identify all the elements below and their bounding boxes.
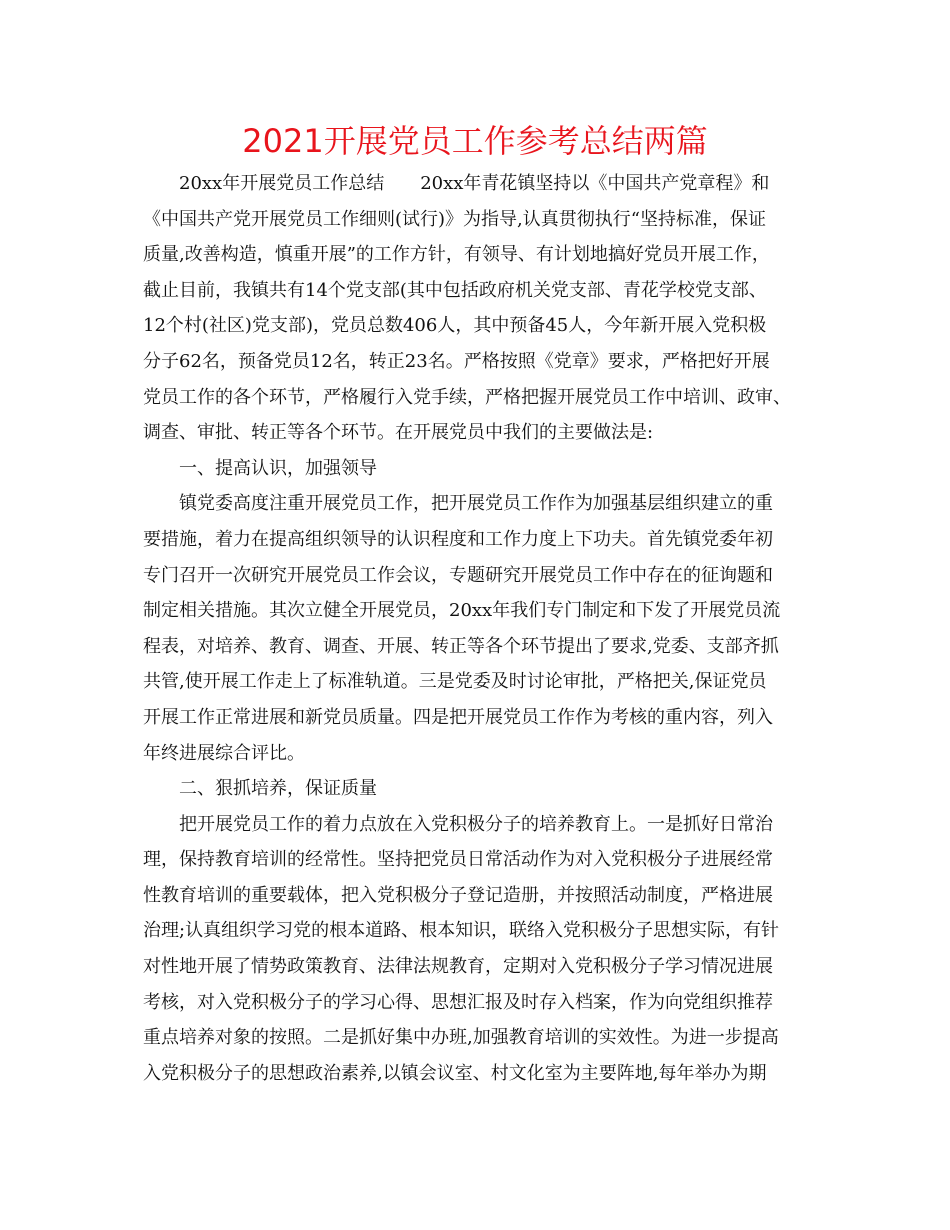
text-line: 程表，对培养、教育、调查、开展、转正等各个环节提出了要求,党委、支部齐抓 [143,635,779,657]
text-line: 截止目前，我镇共有14个党支部(其中包括政府机关党支部、青花学校党支部、 [143,279,767,301]
text-line: 考核，对入党积极分子的学习心得、思想汇报及时存入档案，作为向党组织推荐 [143,991,773,1013]
text-line: 开展工作正常进展和新党员质量。四是把开展党员工作作为考核的重内容，列入 [143,706,773,728]
text-line: 把开展党员工作的着力点放在入党积极分子的培养教育上。一是抓好日常治 [179,813,773,835]
text-line: 要措施，着力在提高组织领导的认识程度和工作力度上下功夫。首先镇党委年初 [143,528,773,550]
text-line: 质量,改善构造，慎重开展”的工作方针，有领导、有计划地搞好党员开展工作， [143,244,770,266]
text-line: 入党积极分子的思想政治素养,以镇会议室、村文化室为主要阵地,每年举办为期 [143,1062,767,1084]
text-line: 20xx年开展党员工作总结 20xx年青花镇坚持以《中国共产党章程》和 [179,173,770,194]
text-line: 镇党委高度注重开展党员工作，把开展党员工作作为加强基层组织建立的重 [179,493,773,515]
text-line: 一、提高认识，加强领导 [179,457,377,479]
text-line: 二、狠抓培养，保证质量 [179,778,377,800]
text-line: 治理;认真组织学习党的根本道路、根本知识，联络入党积极分子思想实际，有针 [143,920,780,942]
text-line: 调查、审批、转正等各个环节。在开展党员中我们的主要做法是: [143,422,654,444]
text-line: 专门召开一次研究开展党员工作会议，专题研究开展党员工作中存在的征询题和 [143,564,773,586]
text-line: 《中国共产党开展党员工作细则(试行)》为指导,认真贯彻执行“坚持标准，保证 [143,208,766,230]
text-line: 性教育培训的重要载体，把入党积极分子登记造册，并按照活动制度，严格进展 [143,884,773,906]
text-line: 12个村(社区)党支部)，党员总数406人，其中预备45人，今年新开展入党积极 [143,315,767,337]
text-line: 重点培养对象的按照。二是抓好集中办班,加强教育培训的实效性。为进一步提高 [143,1027,779,1049]
document-title: 2021开展党员工作参考总结两篇 [242,122,708,160]
document-body [143,166,803,1091]
text-line: 共管,使开展工作走上了标准轨道。三是党委及时讨论审批，严格把关,保证党员 [143,671,767,693]
text-line: 年终进展综合评比。 [143,742,305,764]
text-line: 分子62名，预备党员12名，转正23名。严格按照《党章》要求，严格把好开展 [143,350,770,372]
text-line: 对性地开展了情势政策教育、法律法规教育，定期对入党积极分子学习情况进展 [143,956,773,978]
text-line: 理，保持教育培训的经常性。坚持把党员日常活动作为对入党积极分子进展经常 [143,849,773,871]
text-line: 制定相关措施。其次立健全开展党员，20xx年我们专门制定和下发了开展党员流 [143,600,781,622]
text-line: 党员工作的各个环节，严格履行入党手续，严格把握开展党员工作中培训、政审、 [143,386,791,408]
